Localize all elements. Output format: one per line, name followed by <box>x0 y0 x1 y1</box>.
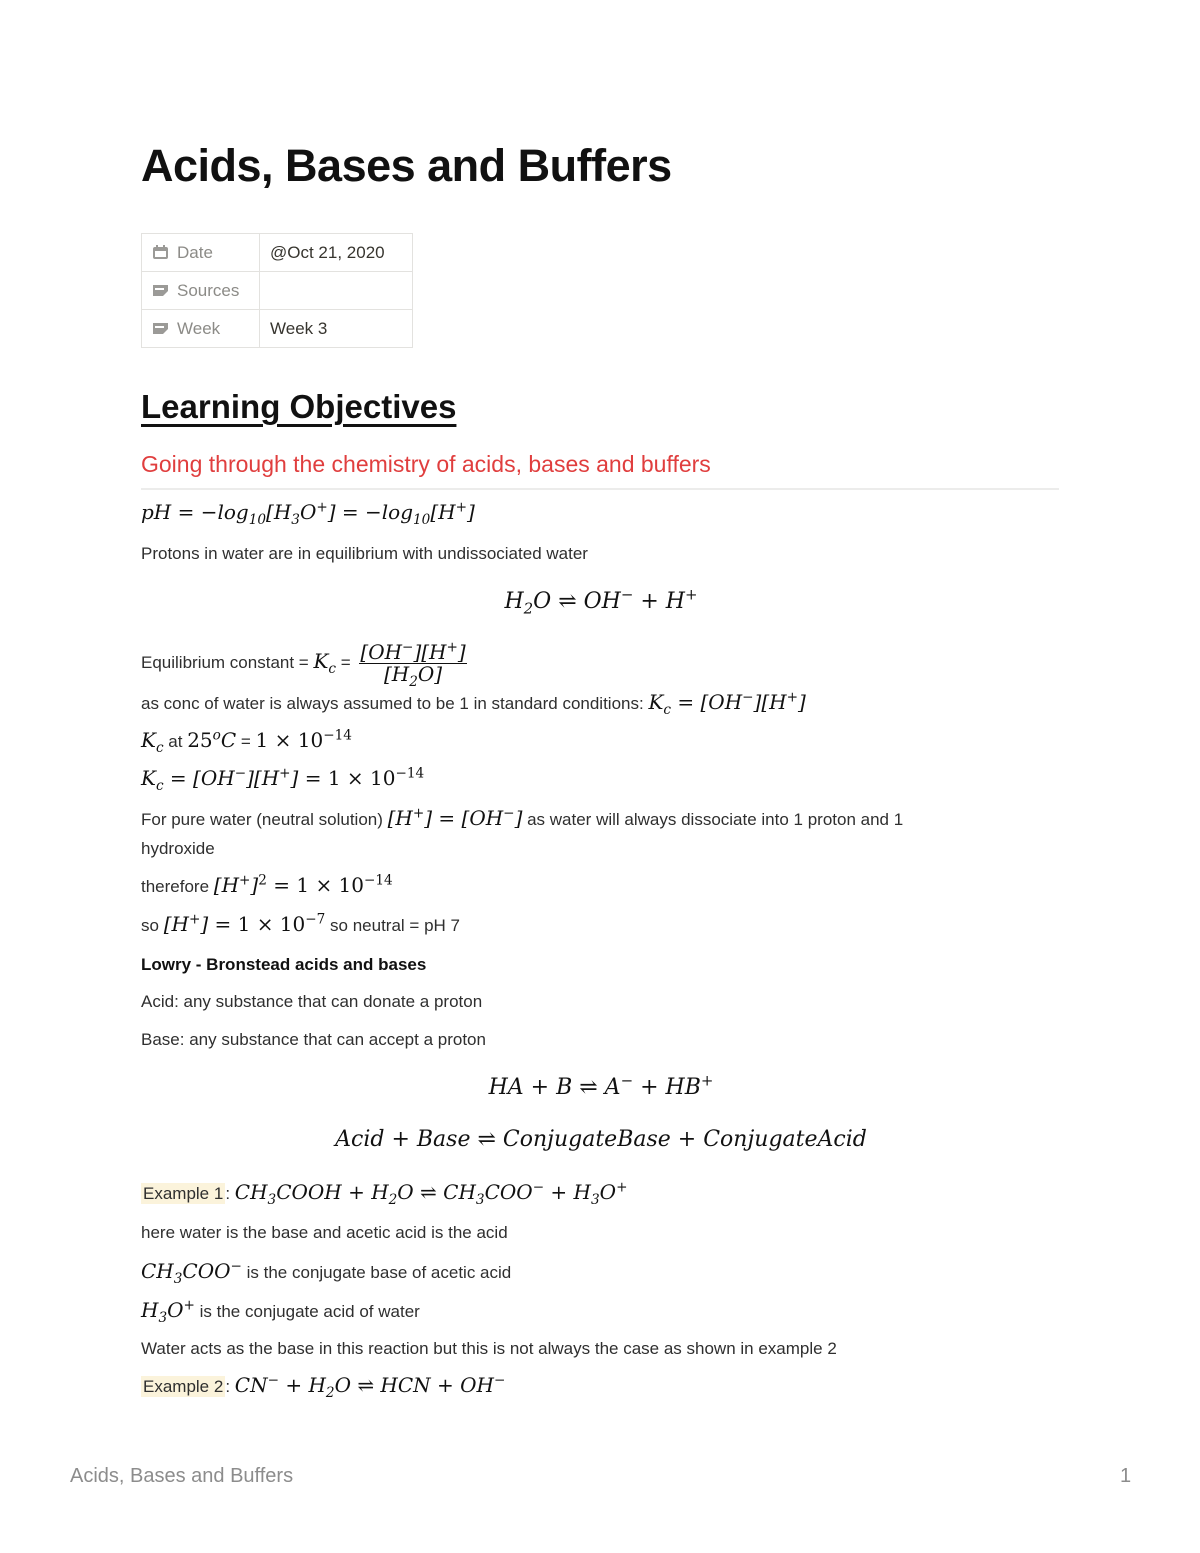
calendar-icon <box>152 245 169 260</box>
equation-inline: $K_c = [OH^-][H^+] = 1 \times 10^{-14}$ <box>141 765 425 794</box>
paragraph: For pure water (neutral solution) [H+] = [OH−] as water will always dissociate into 1 proton and 1 <box>141 805 904 830</box>
paragraph: Base: any substance that can accept a proton <box>141 1030 486 1049</box>
page-title: Acids, Bases and Buffers <box>141 140 672 191</box>
property-value[interactable] <box>260 272 413 310</box>
property-key: Date <box>177 242 213 262</box>
paragraph: Water acts as the base in this reaction but this is not always the case as shown in example 2 <box>141 1339 837 1358</box>
paragraph: therefore $[H^+]^2 = 1 \times 10^{-14}$ <box>141 872 393 897</box>
example-label: Example 2 <box>143 1377 224 1396</box>
property-value[interactable]: @Oct 21, 2020 <box>260 234 413 272</box>
properties-table <box>141 233 413 348</box>
equation-ph: pH = $-\log_{10}[H_3O^+] = -\log_{10}[H^+]$ <box>141 499 475 528</box>
example-1: Example 1 : $CH_3COOH + H_2O$ ⇌ $CH_3COO^- + H_3O^+$ <box>143 1179 628 1208</box>
text-property-icon <box>152 321 169 336</box>
page-number: 1 <box>1120 1465 1132 1487</box>
section-heading: Learning Objectives <box>141 388 457 425</box>
paragraph: $H_3O^+$ is the conjugate acid of water <box>141 1297 420 1326</box>
paragraph: Acid: any substance that can donate a proton <box>141 992 483 1011</box>
footer-title: Acids, Bases and Buffers <box>70 1465 294 1487</box>
paragraph: $K_c$ at $25^oC = 1 \times 10^{-14}$ <box>141 727 352 756</box>
property-key: Sources <box>177 280 240 300</box>
paragraph: Protons in water are in equilibrium with undissociated water <box>141 544 588 563</box>
equilibrium-constant: Equilibrium constant = $K_c$ = $\frac{[OH^-][H^+]}{[H_2O]}$ <box>141 639 466 690</box>
paragraph: hydroxide <box>141 839 215 858</box>
property-row-week[interactable] <box>142 310 413 348</box>
property-row-date[interactable] <box>142 234 413 272</box>
equation-block: HA + B ⇌ A− + HB+ <box>488 1071 714 1100</box>
paragraph-bold: Lowry - Bronstead acids and bases <box>141 955 427 974</box>
text-property-icon <box>152 283 169 298</box>
example-2: Example 2 : $CN^- + H_2O$ ⇌ HCN + OH− <box>143 1372 506 1401</box>
paragraph: as conc of water is always assumed to be 1 in standard conditions: $K_c = [OH^-][H^+]$ <box>141 689 806 718</box>
paragraph: $CH_3COO^-$ is the conjugate base of acetic acid <box>141 1258 512 1287</box>
section-subheading: Going through the chemistry of acids, bases and buffers <box>141 451 1059 490</box>
paragraph: here water is the base and acetic acid is the acid <box>141 1223 508 1242</box>
property-value[interactable]: Week 3 <box>260 310 413 348</box>
equation-block: $H_2O$ ⇌ OH− + H+ <box>504 585 698 618</box>
paragraph: so $[H^+] = 1 \times 10^{-7}$ so neutral = pH 7 <box>141 911 460 936</box>
property-key: Week <box>177 318 221 338</box>
property-row-sources[interactable] <box>142 272 413 310</box>
ph-definition <box>141 499 475 528</box>
equation-block: Acid + Base ⇌ ConjugateBase + ConjugateAcid <box>335 1127 867 1152</box>
example-label: Example 1 <box>143 1184 224 1203</box>
